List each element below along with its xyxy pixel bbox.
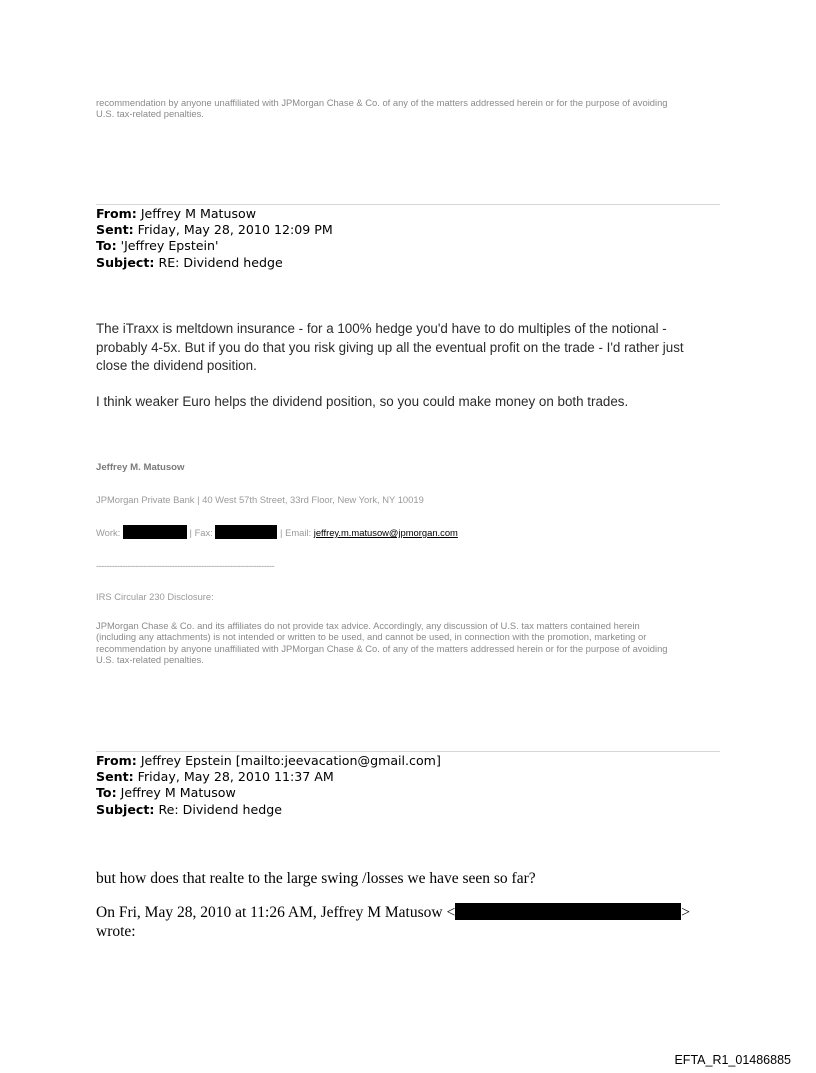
redaction-block [123, 525, 187, 539]
signature-address: JPMorgan Private Bank | 40 West 57th Street, 33rd Floor, New York, NY 10019 [96, 494, 424, 505]
signature-separator: -------------------------------------------------------------------- [96, 560, 275, 571]
email-link[interactable]: jeffrey.m.matusow@jpmorgan.com [313, 527, 458, 538]
redaction-block [215, 525, 277, 539]
email2-body: but how does that realte to the large swing /losses we have seen so far? [96, 870, 536, 887]
from-value: Jeffrey Epstein [mailto:jeevacation@gmail.com] [140, 753, 441, 768]
header-divider [96, 204, 720, 205]
top-disclaimer [96, 97, 736, 120]
irs-title: IRS Circular 230 Disclosure: [96, 591, 214, 602]
from-row: From: Jeffrey M Matusow [96, 206, 257, 221]
email1-header [96, 206, 736, 271]
document-id: EFTA_R1_01486885 [674, 1053, 791, 1067]
header-divider [96, 751, 720, 752]
email2-header [96, 753, 736, 818]
signature-contact [96, 525, 458, 539]
from-row: From: Jeffrey Epstein [mailto:jeevacation@gmail.com] [96, 753, 441, 768]
body-line: probably 4-5x. But if you do that you risk giving up all the eventual profit on the trade - I'd rather just [96, 339, 684, 355]
irs-disclaimer-line: recommendation by anyone unaffiliated with JPMorgan Chase & Co. of any of the matters addressed herein or for the purpose of avoiding [96, 642, 668, 654]
irs-disclaimer-line: JPMorgan Chase & Co. and its affiliates do not provide tax advice. Accordingly, any discussion of U.S. tax matters contained herein [96, 620, 640, 631]
quote-line: On Fri, May 28, 2010 at 11:26 AM, Jeffrey M Matusow < > [96, 904, 690, 921]
body-line: The iTraxx is meltdown insurance - for a 100% hedge you'd have to do multiples of the notional - [96, 321, 667, 336]
email1-body [96, 320, 736, 411]
body-line: close the dividend position. [96, 358, 257, 374]
from-value: Jeffrey M Matusow [140, 206, 257, 221]
top-disclaimer-line: U.S. tax-related penalties. [96, 108, 204, 120]
to-row: To: 'Jeffrey Epstein' [96, 238, 219, 254]
subject-row: Subject: RE: Dividend hedge [96, 254, 283, 270]
sent-value: Friday, May 28, 2010 12:09 PM [137, 222, 333, 238]
fax-label: | Fax: [189, 527, 213, 538]
sent-row: Sent: Friday, May 28, 2010 12:09 PM [96, 222, 333, 238]
subject-row: Subject: Re: Dividend hedge [96, 801, 282, 817]
quote-line: wrote: [96, 923, 136, 940]
email-label: | Email: [280, 527, 312, 538]
top-disclaimer-line: recommendation by anyone unaffiliated with JPMorgan Chase & Co. of any of the matters addressed herein or for the purpose of avoiding [96, 97, 668, 108]
body-line: I think weaker Euro helps the dividend position, so you could make money on both trades. [96, 393, 629, 409]
redaction-block [455, 903, 681, 920]
subject-value: RE: Dividend hedge [158, 254, 283, 270]
to-row: To: Jeffrey M Matusow [96, 785, 236, 801]
to-value: Jeffrey M Matusow [120, 785, 236, 801]
email2-quote [96, 903, 736, 941]
signature-name: Jeffrey M. Matusow [96, 462, 185, 473]
sent-row: Sent: Friday, May 28, 2010 11:37 AM [96, 769, 334, 785]
to-value: 'Jeffrey Epstein' [120, 238, 219, 254]
subject-value: Re: Dividend hedge [158, 801, 282, 817]
irs-disclaimer-line: U.S. tax-related penalties. [96, 654, 204, 666]
irs-disclaimer-line: (including any attachments) is not intended or written to be used, and cannot be used, in connection with the promotion, marketing or [96, 631, 647, 643]
sent-value: Friday, May 28, 2010 11:37 AM [137, 769, 334, 785]
work-label: Work: [96, 527, 121, 538]
irs-disclaimer [96, 620, 736, 666]
